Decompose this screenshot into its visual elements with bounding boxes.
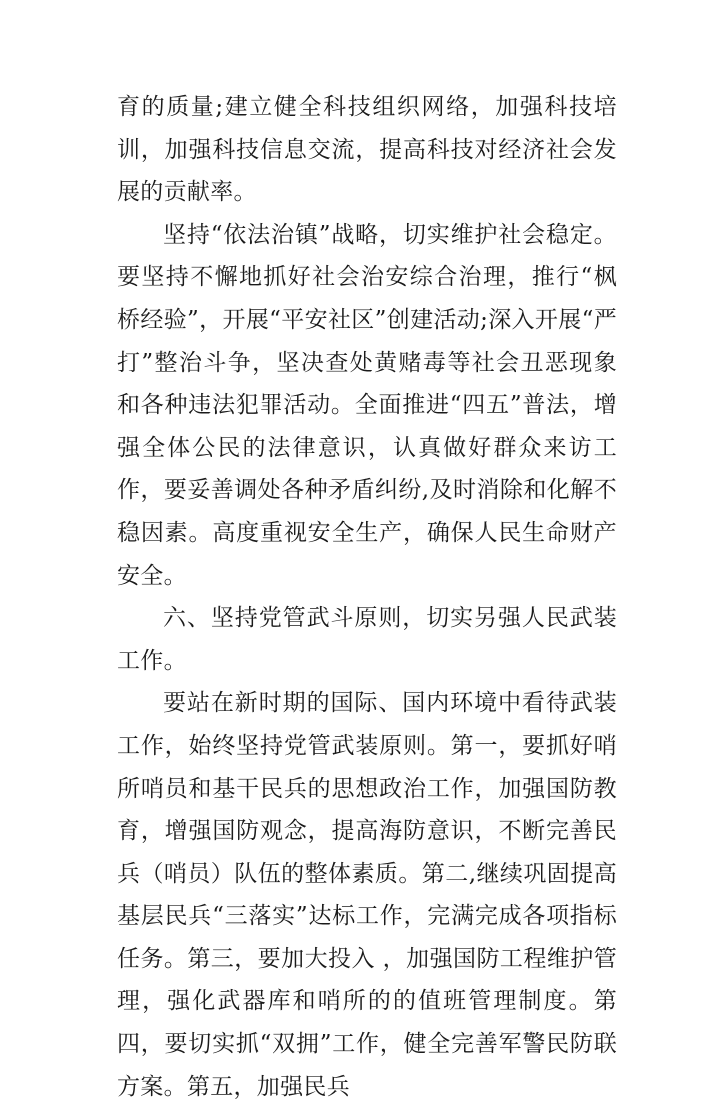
paragraph-rule-of-law: 坚持“依法治镇”战略，切实维护社会稳定。要坚持不懈地抓好社会治安综合治理，推行“枫桥经验”，开展“平安社区”创建活动;深入开展“严打”整治斗争，坚决查处黄赌毒等社会丑恶现象和各种违法犯罪活动。全面推进“四五”普法，增强全体公民的法律意识，认真做好群众来访工作，要妥善调处各种矛盾纠纷,及时消除和化解不稳因素。高度重视安全生产，确保人民生命财产安全。 (117, 221, 617, 589)
document-body (117, 86, 617, 1108)
section-heading-six: 六、坚持党管武斗原则，切实另强人民武装工作。 (117, 605, 617, 674)
paragraph-armed-forces: 要站在新时期的国际、国内环境中看待武装工作，始终坚持党管武装原则。第一，要抓好哨所哨员和基干民兵的思想政治工作，加强国防教育，增强国防观念，提高海防意识，不断完善民兵（哨员）队伍的整体素质。第二,继续巩固提高基层民兵“三落实”达标工作，完满完成各项指标任务。第三，要加大投入 ，加强国防工程维护管理，强化武器库和哨所的的值班管理制度。第四，要切实抓“双拥”工作，健全完善军警民防联方案。第五，加强民兵 (117, 690, 617, 1100)
paragraph-continuation: 育的质量;建立健全科技组织网络，加强科技培训，加强科技信息交流，提高科技对经济社会发展的贡献率。 (117, 94, 617, 206)
